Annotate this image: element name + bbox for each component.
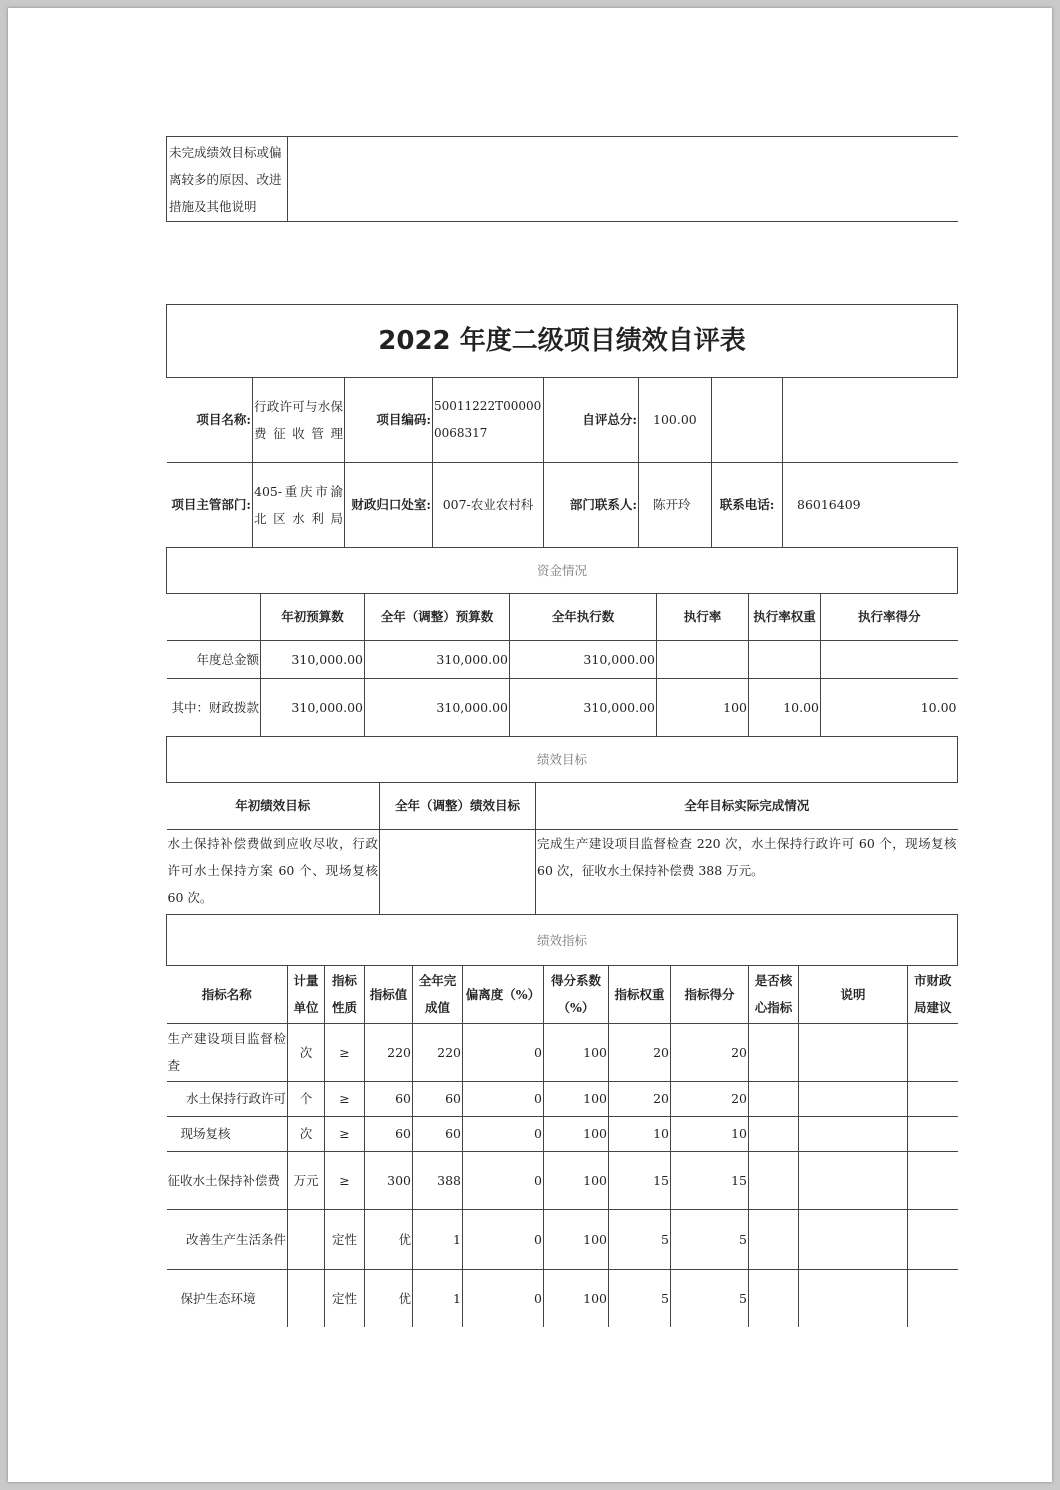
table-row bbox=[167, 1269, 958, 1327]
indicator-cell: 优 bbox=[365, 1209, 413, 1269]
funds-header: 执行率 bbox=[657, 594, 749, 640]
indicator-cell: 100 bbox=[544, 1081, 609, 1116]
indicator-header: 得分系数（%） bbox=[544, 966, 609, 1023]
indicator-cell: 5 bbox=[609, 1209, 671, 1269]
funds-table bbox=[167, 594, 958, 737]
empty-cell bbox=[783, 378, 958, 462]
note-value bbox=[288, 137, 958, 222]
goals-section-title: 绩效目标 bbox=[167, 737, 958, 783]
funds-cell: 100 bbox=[657, 678, 749, 736]
note-label: 未完成绩效目标或偏离较多的原因、改进措施及其他说明 bbox=[167, 137, 288, 222]
indicator-name: 保护生态环境 bbox=[167, 1269, 288, 1327]
dept-value: 405-重庆市渝北区水利局 bbox=[253, 462, 345, 547]
document-page bbox=[8, 8, 1052, 1482]
indicator-type: ≥ bbox=[325, 1151, 365, 1209]
indicator-cell: 1 bbox=[413, 1209, 463, 1269]
indicator-cell: 0 bbox=[463, 1116, 544, 1151]
indicator-cell bbox=[908, 1116, 958, 1151]
indicator-cell bbox=[799, 1023, 908, 1081]
phone-value: 86016409 bbox=[783, 462, 958, 547]
indicator-cell bbox=[799, 1116, 908, 1151]
indicator-cell bbox=[749, 1269, 799, 1327]
funds-header: 执行率权重 bbox=[749, 594, 821, 640]
indicator-cell bbox=[749, 1081, 799, 1116]
indicator-type: 定性 bbox=[325, 1269, 365, 1327]
indicator-cell bbox=[749, 1116, 799, 1151]
goals-initial: 水土保持补偿费做到应收尽收，行政许可水土保持方案 60 个、现场复核 60 次。 bbox=[167, 829, 380, 914]
indicator-cell bbox=[908, 1151, 958, 1209]
indicator-cell: 100 bbox=[544, 1116, 609, 1151]
table-row bbox=[167, 678, 958, 736]
indicator-cell bbox=[908, 1081, 958, 1116]
indicator-type: ≥ bbox=[325, 1116, 365, 1151]
funds-cell: 310,000.00 bbox=[510, 640, 657, 678]
note-table bbox=[166, 136, 958, 222]
indicator-header: 指标权重 bbox=[609, 966, 671, 1023]
indicator-cell bbox=[908, 1269, 958, 1327]
indicator-cell bbox=[799, 1209, 908, 1269]
funds-cell bbox=[749, 640, 821, 678]
indicator-cell bbox=[749, 1209, 799, 1269]
indicator-type: ≥ bbox=[325, 1081, 365, 1116]
indicator-cell bbox=[749, 1151, 799, 1209]
indicators-table bbox=[167, 966, 958, 1328]
indicator-unit bbox=[288, 1269, 325, 1327]
indicator-header: 计量单位 bbox=[288, 966, 325, 1023]
project-code: 50011222T000000068317 bbox=[433, 378, 544, 462]
indicator-cell: 优 bbox=[365, 1269, 413, 1327]
indicator-cell: 220 bbox=[365, 1023, 413, 1081]
funds-cell bbox=[821, 640, 958, 678]
funds-cell: 310,000.00 bbox=[365, 640, 510, 678]
funds-header: 全年执行数 bbox=[510, 594, 657, 640]
finance-value: 007-农业农村科 bbox=[433, 462, 544, 547]
funds-cell: 310,000.00 bbox=[261, 640, 365, 678]
indicator-cell: 15 bbox=[671, 1151, 749, 1209]
indicator-header: 是否核心指标 bbox=[749, 966, 799, 1023]
indicator-cell: 300 bbox=[365, 1151, 413, 1209]
project-name: 行政许可与水保费征收管理 bbox=[253, 378, 345, 462]
indicator-name: 水土保持行政许可 bbox=[167, 1081, 288, 1116]
table-row bbox=[167, 640, 958, 678]
indicator-cell: 10 bbox=[609, 1116, 671, 1151]
indicator-unit: 个 bbox=[288, 1081, 325, 1116]
indicator-cell: 0 bbox=[463, 1269, 544, 1327]
contact-value: 陈开玲 bbox=[639, 462, 712, 547]
indicator-header: 指标得分 bbox=[671, 966, 749, 1023]
project-code-label: 项目编码: bbox=[345, 378, 433, 462]
indicator-name: 现场复核 bbox=[167, 1116, 288, 1151]
empty-cell bbox=[712, 378, 783, 462]
indicator-cell: 220 bbox=[413, 1023, 463, 1081]
indicator-cell: 20 bbox=[609, 1023, 671, 1081]
indicator-cell: 10 bbox=[671, 1116, 749, 1151]
indicator-cell: 0 bbox=[463, 1081, 544, 1116]
table-row bbox=[167, 1151, 958, 1209]
funds-cell: 10.00 bbox=[821, 678, 958, 736]
indicator-cell bbox=[799, 1151, 908, 1209]
indicator-cell: 20 bbox=[609, 1081, 671, 1116]
indicator-type: 定性 bbox=[325, 1209, 365, 1269]
finance-label: 财政归口处室: bbox=[345, 462, 433, 547]
project-name-label: 项目名称: bbox=[167, 378, 253, 462]
score-value: 100.00 bbox=[639, 378, 712, 462]
funds-cell bbox=[657, 640, 749, 678]
funds-header-blank bbox=[167, 594, 261, 640]
goals-header: 全年（调整）绩效目标 bbox=[380, 783, 536, 829]
indicator-header: 偏离度（%） bbox=[463, 966, 544, 1023]
indicator-cell: 100 bbox=[544, 1151, 609, 1209]
table-row bbox=[167, 1023, 958, 1081]
dept-label: 项目主管部门: bbox=[167, 462, 253, 547]
indicator-cell: 100 bbox=[544, 1023, 609, 1081]
table-row bbox=[167, 1081, 958, 1116]
indicator-cell: 1 bbox=[413, 1269, 463, 1327]
indicator-cell: 388 bbox=[413, 1151, 463, 1209]
indicator-cell: 20 bbox=[671, 1081, 749, 1116]
indicator-cell: 60 bbox=[413, 1116, 463, 1151]
self-evaluation-form bbox=[166, 304, 958, 1327]
indicator-cell: 5 bbox=[671, 1209, 749, 1269]
table-row bbox=[167, 1116, 958, 1151]
indicators-section-title: 绩效指标 bbox=[167, 915, 958, 966]
funds-header: 年初预算数 bbox=[261, 594, 365, 640]
indicator-cell: 60 bbox=[365, 1116, 413, 1151]
indicator-cell: 0 bbox=[463, 1023, 544, 1081]
indicator-cell: 100 bbox=[544, 1269, 609, 1327]
form-title: 2022 年度二级项目绩效自评表 bbox=[167, 305, 958, 378]
indicator-type: ≥ bbox=[325, 1023, 365, 1081]
indicator-cell bbox=[749, 1023, 799, 1081]
indicator-unit: 次 bbox=[288, 1116, 325, 1151]
funds-cell: 310,000.00 bbox=[261, 678, 365, 736]
funds-header: 全年（调整）预算数 bbox=[365, 594, 510, 640]
funds-cell: 310,000.00 bbox=[365, 678, 510, 736]
score-label: 自评总分: bbox=[544, 378, 639, 462]
indicator-cell: 0 bbox=[463, 1209, 544, 1269]
indicator-unit: 次 bbox=[288, 1023, 325, 1081]
indicator-header: 说明 bbox=[799, 966, 908, 1023]
funds-row-label: 其中：财政拨款 bbox=[167, 678, 261, 736]
goals-adjusted bbox=[380, 829, 536, 914]
indicator-cell bbox=[799, 1081, 908, 1116]
indicator-unit: 万元 bbox=[288, 1151, 325, 1209]
goals-header: 全年目标实际完成情况 bbox=[536, 783, 958, 829]
funds-section-title: 资金情况 bbox=[167, 548, 958, 594]
contact-label: 部门联系人: bbox=[544, 462, 639, 547]
table-row bbox=[167, 1209, 958, 1269]
indicator-cell: 100 bbox=[544, 1209, 609, 1269]
funds-cell: 10.00 bbox=[749, 678, 821, 736]
indicator-header: 指标性质 bbox=[325, 966, 365, 1023]
indicator-unit bbox=[288, 1209, 325, 1269]
indicator-cell: 5 bbox=[671, 1269, 749, 1327]
indicator-cell: 60 bbox=[413, 1081, 463, 1116]
indicator-cell: 0 bbox=[463, 1151, 544, 1209]
indicator-name: 改善生产生活条件 bbox=[167, 1209, 288, 1269]
indicator-cell bbox=[908, 1023, 958, 1081]
indicator-cell: 5 bbox=[609, 1269, 671, 1327]
indicator-cell bbox=[908, 1209, 958, 1269]
indicator-cell: 15 bbox=[609, 1151, 671, 1209]
funds-row-label: 年度总金额 bbox=[167, 640, 261, 678]
indicator-header: 指标值 bbox=[365, 966, 413, 1023]
indicator-name: 生产建设项目监督检查 bbox=[167, 1023, 288, 1081]
funds-header: 执行率得分 bbox=[821, 594, 958, 640]
indicator-name: 征收水土保持补偿费 bbox=[167, 1151, 288, 1209]
indicator-cell bbox=[799, 1269, 908, 1327]
indicator-header: 市财政局建议 bbox=[908, 966, 958, 1023]
indicator-cell: 20 bbox=[671, 1023, 749, 1081]
phone-label: 联系电话: bbox=[712, 462, 783, 547]
goals-table bbox=[167, 783, 958, 915]
indicator-header: 全年完成值 bbox=[413, 966, 463, 1023]
indicator-cell: 60 bbox=[365, 1081, 413, 1116]
funds-cell: 310,000.00 bbox=[510, 678, 657, 736]
indicator-header: 指标名称 bbox=[167, 966, 288, 1023]
goals-actual: 完成生产建设项目监督检查 220 次，水土保持行政许可 60 个，现场复核 60 次，征收水土保持补偿费 388 万元。 bbox=[536, 829, 958, 914]
project-info bbox=[167, 378, 958, 548]
goals-header: 年初绩效目标 bbox=[167, 783, 380, 829]
